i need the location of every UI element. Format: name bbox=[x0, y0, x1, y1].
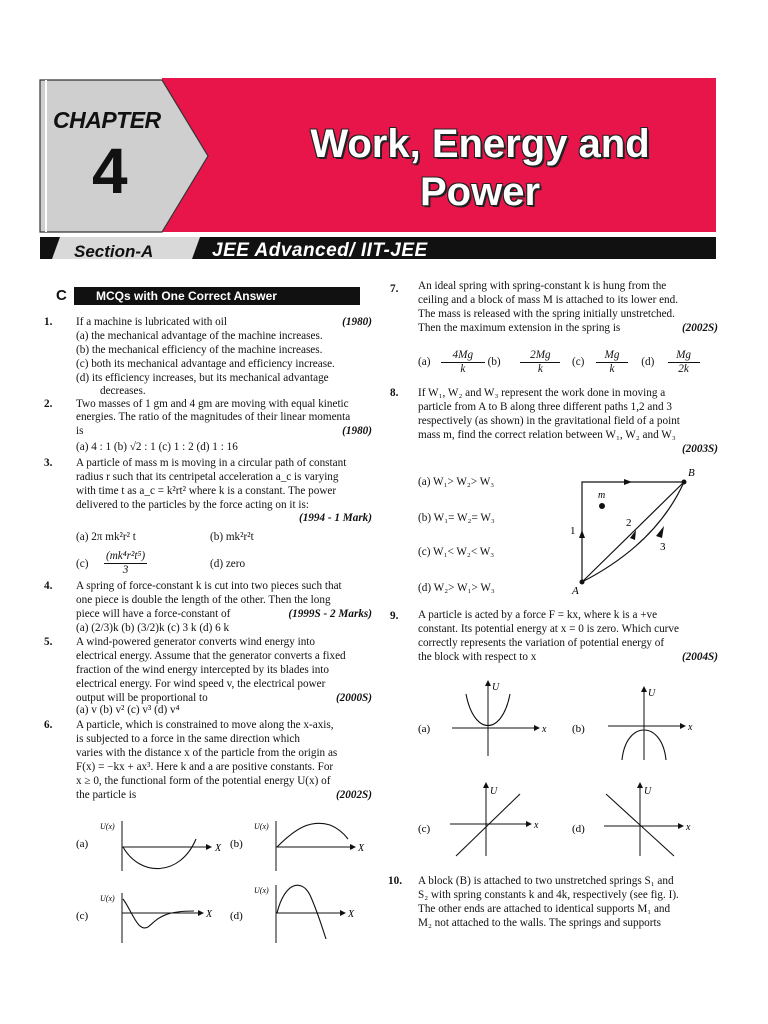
q2-number: 2. bbox=[44, 398, 53, 410]
q6-number: 6. bbox=[44, 719, 53, 731]
q3-ref: (1994 - 1 Mark) bbox=[298, 512, 372, 524]
q8-path1-label: 1 bbox=[570, 525, 576, 537]
q9-b-label: (b) bbox=[572, 723, 585, 735]
q1-stem bbox=[76, 316, 372, 330]
q4-line2: one piece is double the length of the other. Then the long bbox=[76, 594, 331, 606]
q3-option-a: (a) 2π mk²r² t bbox=[76, 531, 136, 543]
q7-line4 bbox=[418, 322, 718, 336]
q5-line2: electrical energy. Assume that the generator converts a fixed bbox=[76, 650, 346, 662]
q7-a-num: 4Mg bbox=[441, 349, 485, 363]
q9-d-xlabel: x bbox=[686, 822, 691, 833]
q6-line4: F(x) = −kx + ax³. Here k and a are positive constants. For bbox=[76, 761, 334, 773]
chapter-title bbox=[250, 120, 710, 216]
q8-number: 8. bbox=[390, 387, 399, 399]
section-label: Section-A bbox=[74, 242, 154, 261]
q9-d-ylabel: U bbox=[644, 786, 652, 797]
q6-c-ylabel: U(x) bbox=[100, 894, 115, 903]
q6-a-curve bbox=[123, 839, 196, 869]
q7-d-label: (d) bbox=[641, 355, 655, 368]
q9-line3: correctly represents the variation of potential energy of bbox=[418, 637, 665, 649]
q8-line2: particle from A to B along three different paths 1,2 and 3 bbox=[418, 401, 672, 413]
q6-ref: (2002S) bbox=[335, 789, 372, 801]
q3-c-numerator: (mk⁴r²t⁵) bbox=[106, 550, 146, 562]
q10-line4: M₂ not attached to the walls. The springs and supports bbox=[418, 917, 661, 929]
q7-c-label: (c) bbox=[571, 355, 585, 368]
q8-line3: respectively (as shown) in the gravitational field of a point bbox=[418, 415, 680, 427]
q7-c-den: k bbox=[609, 363, 615, 375]
q6-line6-text: the particle is bbox=[76, 789, 137, 801]
q9-c-label: (c) bbox=[418, 823, 431, 835]
q1-option-c: (c) both its mechanical advantage and efficiency increase. bbox=[76, 358, 335, 370]
q8-option-a: (a) W₁> W₂> W₃ bbox=[418, 476, 495, 488]
title-line1: Work, Energy and bbox=[310, 122, 650, 166]
q3-line3: with time t as a_c = k²rt² where k is a constant. The power bbox=[76, 485, 337, 497]
q6-c-xlabel: X bbox=[206, 909, 213, 920]
q7-number: 7. bbox=[390, 283, 399, 295]
q1-text: If a machine is lubricated with oil bbox=[76, 316, 227, 328]
q9-b-xlabel: x bbox=[688, 722, 693, 733]
q9-line4-text: the block with respect to x bbox=[418, 651, 537, 663]
q7-line3: The mass is released with the spring initially unstretched. bbox=[418, 308, 675, 320]
q8-point-mass bbox=[599, 503, 605, 509]
q4-line3 bbox=[76, 608, 372, 622]
q7-b-label: (b) bbox=[487, 355, 501, 368]
q10-number: 10. bbox=[388, 875, 402, 887]
q9-a-label: (a) bbox=[418, 723, 431, 735]
q1-number: 1. bbox=[44, 316, 53, 328]
q6-b-curve bbox=[277, 823, 348, 847]
q7-option-d bbox=[668, 349, 700, 376]
q3-line1: A particle of mass m is moving in a circular path of constant bbox=[76, 457, 347, 469]
q7-c-num: Mg bbox=[596, 349, 628, 363]
mcq-letter: C bbox=[56, 287, 67, 304]
q6-b-ylabel: U(x) bbox=[254, 822, 269, 831]
q10-line3: The other ends are attached to identical supports M₁ and bbox=[418, 903, 671, 915]
q6-b-xlabel: X bbox=[358, 843, 365, 854]
q6-c-curve bbox=[123, 899, 194, 928]
q7-option-a bbox=[441, 349, 485, 376]
q7-line4-text: Then the maximum extension in the spring is bbox=[418, 322, 621, 334]
q7-a-den: k bbox=[460, 363, 466, 375]
q4-line1: A spring of force-constant k is cut into two pieces such that bbox=[76, 580, 342, 592]
q8-A-label: A bbox=[572, 585, 579, 596]
q9-d-label: (d) bbox=[572, 823, 585, 835]
q2-line3 bbox=[76, 425, 372, 439]
q6-d-ylabel: U(x) bbox=[254, 886, 269, 895]
chapter-label: CHAPTER bbox=[53, 107, 161, 133]
q5-number: 5. bbox=[44, 636, 53, 648]
exam-label: JEE Advanced/ IIT-JEE bbox=[212, 240, 428, 261]
q6-d-label: (d) bbox=[230, 910, 243, 922]
q1-option-a: (a) the mechanical advantage of the machine increases. bbox=[76, 330, 323, 342]
q5-line1: A wind-powered generator converts wind energy into bbox=[76, 636, 316, 648]
q7-line2: ceiling and a block of mass M is attached to its lower end. bbox=[418, 294, 679, 306]
q2-line3-text: is bbox=[76, 425, 84, 437]
q8-path2-label: 2 bbox=[626, 517, 632, 529]
q6-line3: varies with the distance x of the particle from the origin as bbox=[76, 747, 338, 759]
q5-ref: (2000S) bbox=[335, 692, 372, 704]
q9-c-xlabel: x bbox=[534, 820, 539, 831]
q5-line3: fraction of the wind energy intercepted by its blades into bbox=[76, 664, 329, 676]
q7-option-c bbox=[596, 349, 628, 376]
q9-ref: (2004S) bbox=[681, 651, 718, 663]
chapter-number: 4 bbox=[92, 135, 128, 207]
q4-number: 4. bbox=[44, 580, 53, 592]
q1-ref: (1980) bbox=[342, 316, 372, 328]
q8-ref-line bbox=[418, 443, 718, 457]
q7-options bbox=[418, 349, 718, 376]
q5-options: (a) v (b) v² (c) v³ (d) v⁴ bbox=[76, 704, 180, 716]
q9-line4 bbox=[418, 651, 718, 665]
q6-line6 bbox=[76, 789, 372, 803]
q2-options: (a) 4 : 1 (b) √2 : 1 (c) 1 : 2 (d) 1 : 16 bbox=[76, 441, 238, 453]
q5-line4: electrical energy. For wind speed v, the electrical power bbox=[76, 678, 326, 690]
q7-d-den: 2k bbox=[678, 363, 689, 375]
q10-line2: S₂ with spring constants k and 4k, respectively (see fig. I). bbox=[418, 889, 679, 901]
q8-path3-label: 3 bbox=[660, 541, 666, 553]
q8-option-d: (d) W₂> W₁> W₃ bbox=[418, 582, 495, 594]
q3-option-c-label: (c) bbox=[76, 558, 89, 570]
q4-ref: (1999S - 2 Marks) bbox=[288, 608, 372, 620]
q7-option-b bbox=[520, 349, 560, 376]
q2-line2: energies. The ratio of the magnitudes of their linear momenta bbox=[76, 411, 351, 423]
q7-b-num: 2Mg bbox=[520, 349, 560, 363]
q8-m-label: m bbox=[598, 490, 606, 501]
q3-ref-line bbox=[76, 512, 372, 526]
q3-number: 3. bbox=[44, 457, 53, 469]
q8-ref: (2003S) bbox=[681, 443, 718, 455]
q1-option-d: (d) its efficiency increases, but its mechanical advantage bbox=[76, 372, 329, 384]
q6-graphs bbox=[70, 815, 370, 945]
mcq-heading: MCQs with One Correct Answer bbox=[74, 287, 360, 305]
q6-d-xlabel: X bbox=[348, 909, 355, 920]
q6-a-xlabel: X bbox=[215, 843, 222, 854]
q9-line2: constant. Its potential energy at x = 0 is zero. Which curve bbox=[418, 623, 679, 635]
q1-option-d-cont: decreases. bbox=[100, 385, 146, 397]
q2-line1: Two masses of 1 gm and 4 gm are moving with equal kinetic bbox=[76, 398, 349, 410]
q9-line1: A particle is acted by a force F = kx, where k is a +ve bbox=[418, 609, 658, 621]
q7-ref: (2002S) bbox=[681, 322, 718, 334]
q2-ref: (1980) bbox=[342, 425, 372, 437]
q9-b-ylabel: U bbox=[648, 688, 656, 699]
q9-c-ylabel: U bbox=[490, 786, 498, 797]
q5-line5-text: output will be proportional to bbox=[76, 692, 208, 704]
q9-number: 9. bbox=[390, 610, 399, 622]
q9-a-xlabel: x bbox=[542, 724, 547, 735]
q10-line1: A block (B) is attached to two unstretched springs S₁ and bbox=[418, 875, 674, 887]
q6-c-label: (c) bbox=[76, 910, 89, 922]
q8-B-label: B bbox=[688, 467, 695, 479]
q6-d-curve bbox=[277, 885, 326, 939]
q3-option-d: (d) zero bbox=[210, 558, 246, 570]
q4-options: (a) (2/3)k (b) (3/2)k (c) 3 k (d) 6 k bbox=[76, 622, 230, 634]
title-line2: Power bbox=[419, 170, 541, 214]
q7-line1: An ideal spring with spring-constant k is hung from the bbox=[418, 280, 667, 292]
q3-line4: delivered to the particles by the force acting on it is: bbox=[76, 499, 309, 511]
q8-option-b: (b) W₁= W₂= W₃ bbox=[418, 512, 495, 524]
q8-path-diagram bbox=[560, 464, 710, 596]
q9-a-ylabel: U bbox=[492, 682, 500, 693]
q3-c-denominator: 3 bbox=[122, 564, 129, 576]
q6-line2: is subjected to a force in the same direction which bbox=[76, 733, 300, 745]
q7-a-label: (a) bbox=[418, 355, 431, 368]
q3-option-c-frac bbox=[104, 550, 147, 577]
q6-line1: A particle, which is constrained to move along the x-axis, bbox=[76, 719, 334, 731]
q6-a-ylabel: U(x) bbox=[100, 822, 115, 831]
q8-line4: mass m, find the correct relation between W₁, W₂ and W₃ bbox=[418, 429, 676, 441]
q8-line1: If W₁, W₂ and W₃ represent the work done in moving a bbox=[418, 387, 666, 399]
q6-line5: x ≥ 0, the functional form of the potential energy U(x) of bbox=[76, 775, 331, 787]
q7-d-num: Mg bbox=[668, 349, 700, 363]
q8-option-c: (c) W₁< W₂< W₃ bbox=[418, 546, 495, 558]
q9-c-curve bbox=[456, 794, 520, 856]
q9-graphs bbox=[412, 676, 712, 860]
q7-b-den: k bbox=[537, 363, 543, 375]
q6-a-label: (a) bbox=[76, 838, 89, 850]
q3-option-b: (b) mk²r²t bbox=[210, 531, 254, 543]
q1-option-b: (b) the mechanical efficiency of the machine increases. bbox=[76, 344, 323, 356]
q6-b-label: (b) bbox=[230, 838, 243, 850]
q3-line2: radius r such that its centripetal acceleration a_c is varying bbox=[76, 471, 339, 483]
q4-line3-text: piece will have a force-constant of bbox=[76, 608, 231, 620]
